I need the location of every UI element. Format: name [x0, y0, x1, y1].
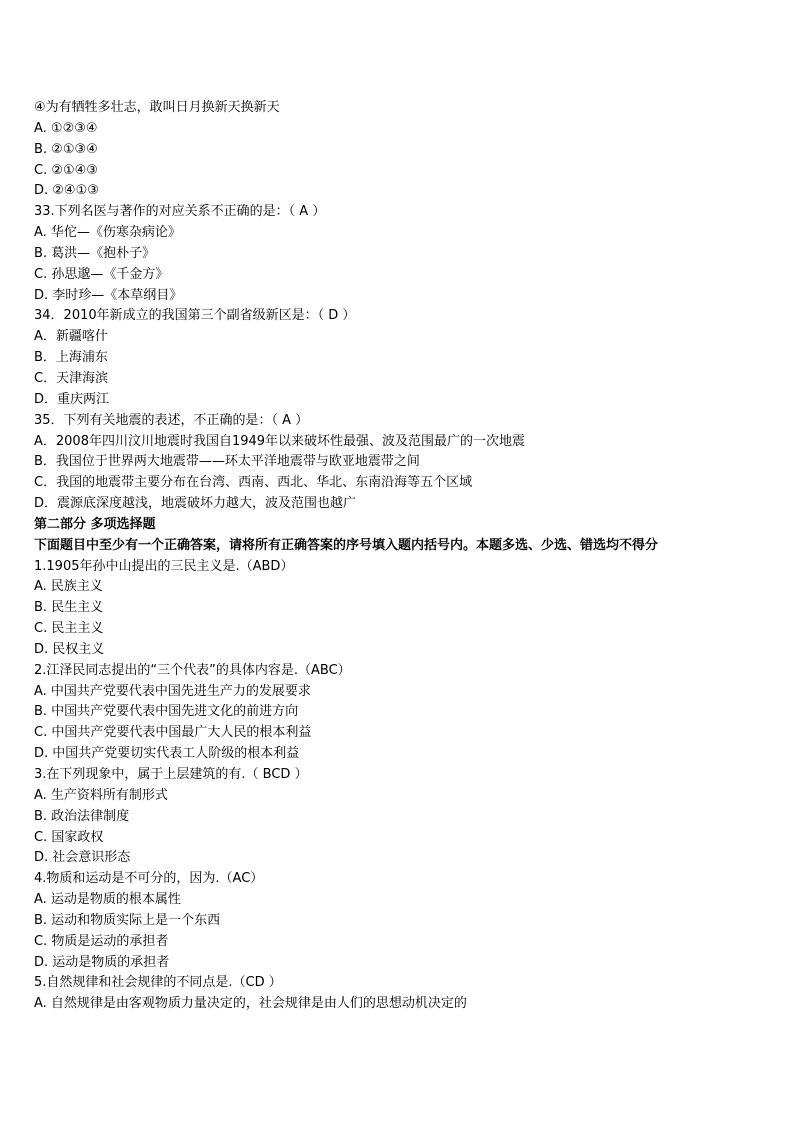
text-line: A．2008年四川汶川地震时我国自1949年以来破坏性最强、波及范围最广的一次地震: [34, 433, 526, 449]
text-line: B. 政治法律制度: [34, 808, 130, 824]
text-line: B．我国位于世界两大地震带——环太平洋地震带与欧亚地震带之间: [34, 454, 420, 470]
text-line: B. 民生主义: [34, 600, 104, 616]
text-line: 35．下列有关地震的表述，不正确的是：（ A ）: [34, 412, 309, 428]
text-line: C. 国家政权: [34, 829, 104, 845]
text-line: D. 运动是物质的承担者: [34, 954, 170, 970]
text-line: D. 民权主义: [34, 641, 105, 657]
text-line: C. 物质是运动的承担者: [34, 933, 169, 949]
text-line: B. ②①③④: [34, 141, 98, 157]
text-line: D．震源底深度越浅，地震破坏力越大，波及范围也越广: [34, 496, 357, 512]
section-heading: 第二部分 多项选择题: [34, 516, 156, 532]
text-line: A. 民族主义: [34, 579, 103, 595]
text-line: 1.1905年孙中山提出的三民主义是.（ABD）: [34, 558, 294, 574]
text-line: A. ①②③④: [34, 120, 98, 136]
text-line: D. 李时珍—《本草纲目》: [34, 287, 183, 303]
text-line: C．天津海滨: [34, 370, 109, 386]
text-line: 33.下列名医与著作的对应关系不正确的是：（ A ）: [34, 204, 326, 220]
text-line: 3.在下列现象中，属于上层建筑的有.（ BCD ）: [34, 767, 308, 782]
text-line: B. 葛洪—《抱朴子》: [34, 245, 156, 261]
text-line: A. 自然规律是由客观物质力量决定的，社会规律是由人们的思想动机决定的: [34, 996, 467, 1012]
text-line: A. 华佗—《伤寒杂病论》: [34, 225, 181, 241]
text-line: C. ②①④③: [34, 162, 98, 178]
text-line: 4.物质和运动是不可分的，因为.（AC）: [34, 871, 264, 887]
text-line: 34．2010年新成立的我国第三个副省级新区是：（ D ）: [34, 308, 356, 324]
text-line: C．我国的地震带主要分布在台湾、西南、西北、华北、东南沿海等五个区域: [34, 475, 473, 491]
document-body: [34, 98, 774, 1015]
text-line: C. 中国共产党要代表中国最广大人民的根本利益: [34, 725, 312, 741]
text-line: D．重庆两江: [34, 391, 110, 407]
text-line: A．新疆喀什: [34, 329, 108, 345]
text-line: B．上海浦东: [34, 350, 108, 366]
text-line: C. 孙思邈—《千金方》: [34, 266, 169, 282]
text-line: A. 生产资料所有制形式: [34, 787, 168, 803]
text-line: D. 中国共产党要切实代表工人阶级的根本利益: [34, 746, 300, 762]
text-line: B. 运动和物质实际上是一个东西: [34, 912, 221, 928]
text-line: A. 运动是物质的根本属性: [34, 892, 181, 908]
text-line: 2.江泽民同志提出的“三个代表”的具体内容是.（ABC）: [34, 662, 351, 678]
text-line: C. 民主主义: [34, 621, 104, 637]
text-line: A. 中国共产党要代表中国先进生产力的发展要求: [34, 683, 311, 699]
text-line: ④为有牺牲多壮志，敢叫日月换新天换新天: [34, 100, 280, 115]
text-line: 5.自然规律和社会规律的不同点是.（CD ）: [34, 975, 282, 991]
text-line: D. 社会意识形态: [34, 850, 131, 866]
section-heading: 下面题目中至少有一个正确答案，请将所有正确答案的序号填入题内括号内。本题多选、少选、错选均不得分: [34, 537, 659, 553]
text-line: D. ②④①③: [34, 183, 99, 199]
text-line: B. 中国共产党要代表中国先进文化的前进方向: [34, 704, 299, 720]
